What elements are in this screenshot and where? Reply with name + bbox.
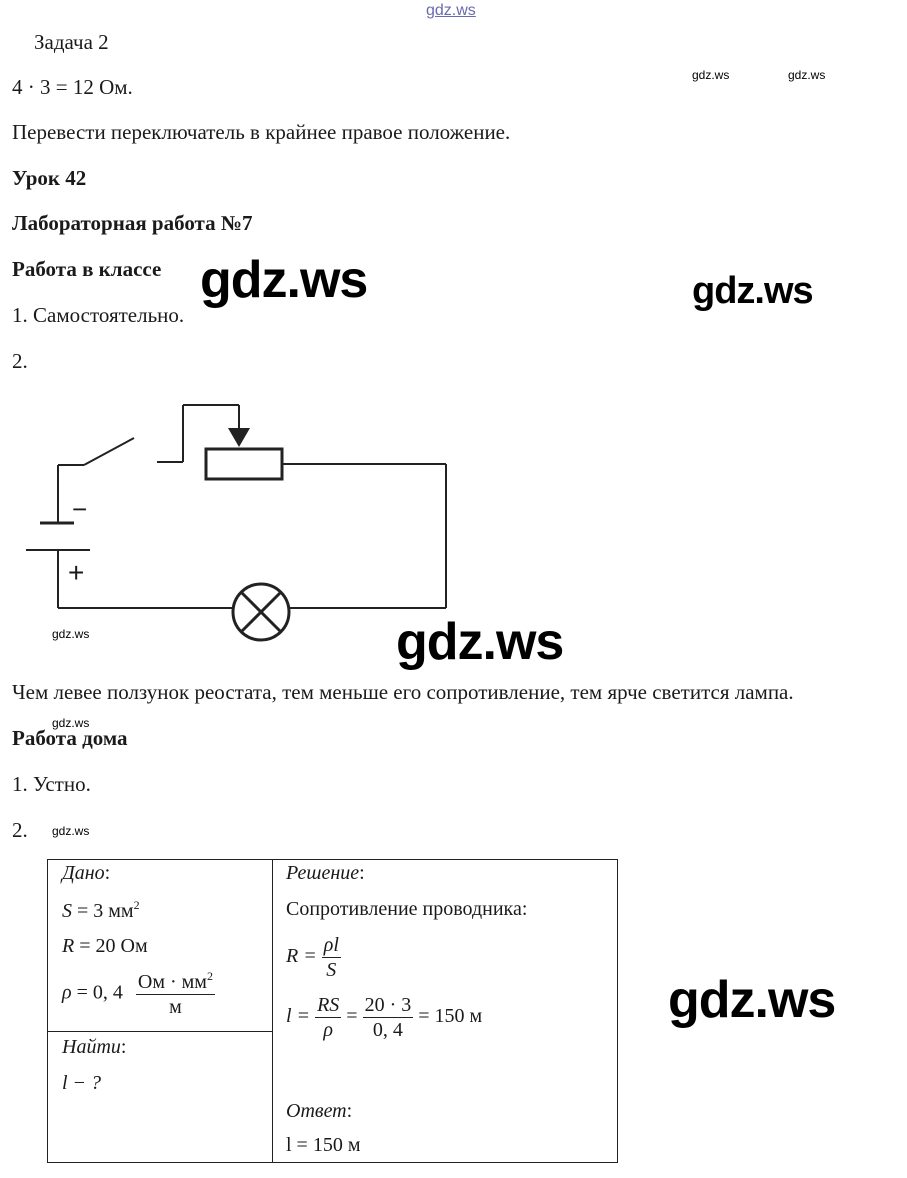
watermark-small: gdz.ws: [52, 824, 90, 838]
find-value: l − ?: [62, 1072, 102, 1094]
given-rho: ρ = 0, 4 $\frac{Ом \cdot мм^2}{м}$: [62, 969, 213, 1018]
formula-r: R = $\frac{\rho l}{S}$: [286, 934, 339, 981]
solution-label: Решение:: [286, 862, 365, 884]
formula-l: l = $\frac{RS}{\rho}$ = $\frac{20 \cdot 3}{0, 4}$ = 150 м: [286, 994, 483, 1041]
lesson-heading: Урок 42: [12, 166, 87, 190]
watermark-small: gdz.ws: [52, 716, 90, 730]
task-heading: Задача 2: [34, 30, 109, 54]
home-work-heading: Работа дома: [12, 726, 128, 750]
lab-heading: Лабораторная работа №7: [12, 211, 253, 235]
switch-text: Перевести переключатель в крайнее правое положение.: [12, 120, 511, 144]
resistance-text: Сопротивление проводника:: [286, 898, 528, 920]
calc-line: 4 · 3 = 12 Ом.: [12, 75, 133, 99]
watermark-top: gdz.ws: [426, 2, 476, 19]
table-divider: [48, 1031, 272, 1032]
given-s: S = 3 $мм^2$: [62, 898, 140, 922]
switch-blade: [84, 438, 134, 465]
watermark-small: gdz.ws: [52, 627, 90, 641]
watermark-small: gdz.ws: [692, 68, 730, 82]
item-1: 1. Самостоятельно.: [12, 303, 185, 327]
watermark-big: gdz.ws: [396, 613, 564, 671]
explanation-text: Чем левее ползунок реостата, тем меньше его сопротивление, тем ярче светится лампа.: [12, 680, 794, 704]
class-work-heading: Работа в классе: [12, 257, 162, 281]
answer-label: Ответ:: [286, 1100, 353, 1122]
given-label: Дано:: [62, 862, 111, 884]
watermark-big: gdz.ws: [668, 971, 836, 1029]
answer-value: l = 150 м: [286, 1134, 361, 1156]
battery-plus: +: [68, 557, 85, 588]
watermark-big: gdz.ws: [200, 251, 368, 309]
home-item-2: 2.: [12, 818, 28, 842]
item-2: 2.: [12, 349, 28, 373]
battery-minus: −: [72, 494, 88, 524]
watermark-small: gdz.ws: [788, 68, 826, 82]
table-divider: [272, 860, 273, 1162]
find-label: Найти:: [62, 1036, 127, 1058]
slider-arrow: [228, 428, 250, 447]
rheostat-body: [206, 449, 282, 479]
home-item-1: 1. Устно.: [12, 772, 91, 796]
solution-table: [47, 859, 618, 1163]
watermark-big: gdz.ws: [692, 270, 813, 312]
given-r: R = 20 Ом: [62, 935, 148, 957]
